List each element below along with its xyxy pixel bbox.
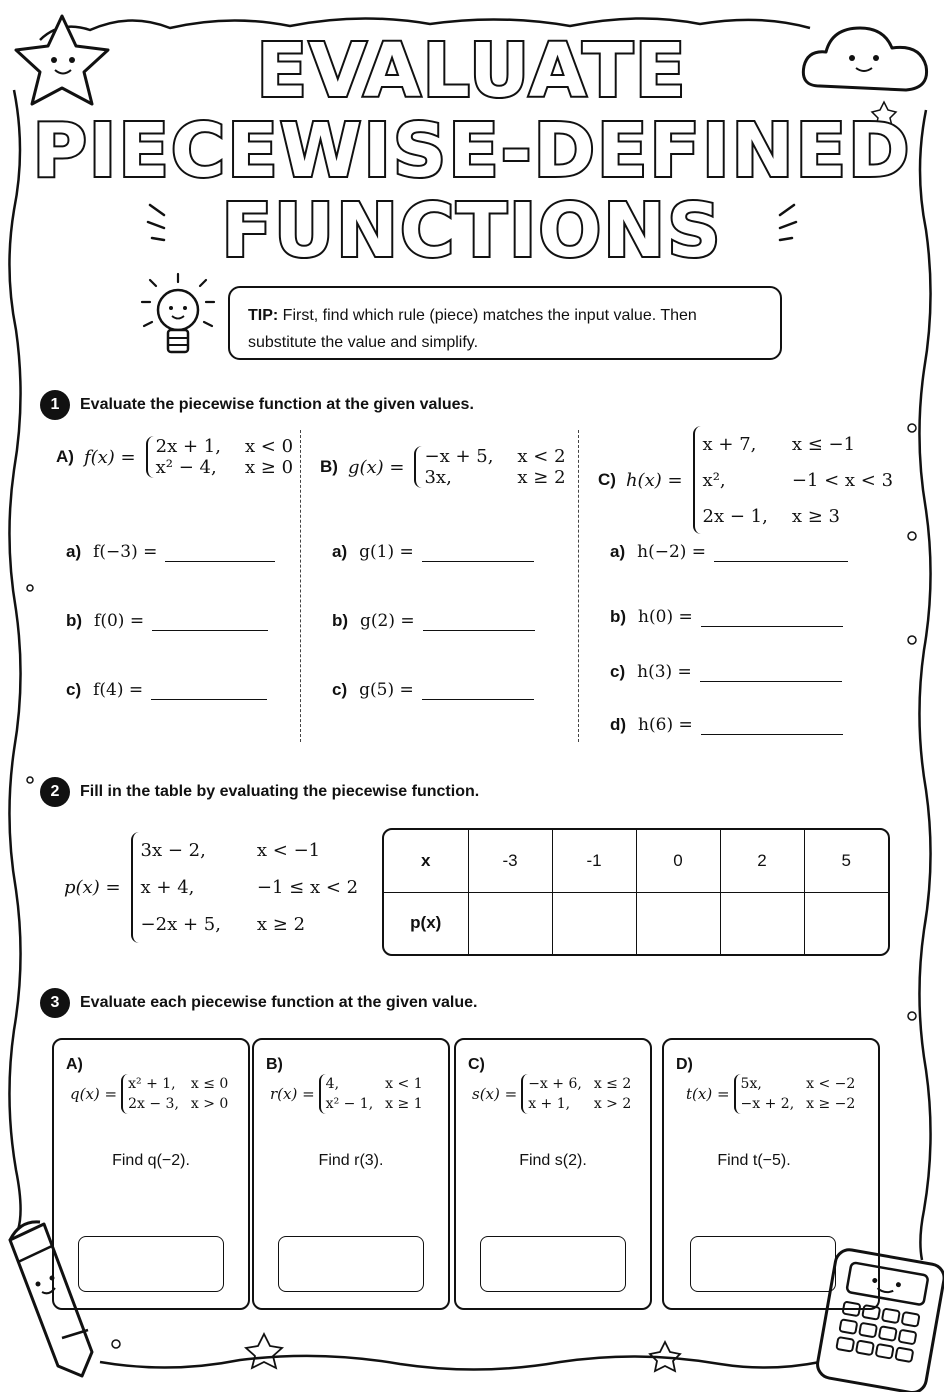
piece-expr: 5x, — [740, 1076, 762, 1092]
section-2-title: Fill in the table by evaluating the piecewise function. — [80, 783, 480, 800]
card-find-text: Find q(−2). — [112, 1152, 190, 1169]
function-t-pieces — [734, 1074, 860, 1114]
question-label: b) — [610, 607, 627, 626]
table-cell-answer[interactable] — [720, 892, 804, 954]
question-label: b) — [332, 611, 349, 630]
card-t — [662, 1038, 880, 1310]
table-cell-x: 0 — [636, 830, 720, 892]
values-table — [382, 828, 890, 956]
card-label: B) — [266, 1056, 283, 1073]
answer-line[interactable] — [701, 608, 843, 627]
table-row — [384, 830, 888, 892]
question-label: d) — [610, 715, 627, 734]
piece-expr: 2x + 1, — [155, 436, 221, 457]
tip-text — [248, 302, 768, 356]
piece-expr: x + 1, — [528, 1096, 571, 1112]
question-h-a — [610, 542, 848, 562]
piece-expr: −2x + 5, — [140, 914, 221, 935]
section-1-title: Evaluate the piecewise function at the given values. — [80, 396, 474, 413]
piece-expr: −x + 5, — [424, 446, 494, 467]
title-line-3: FUNCTIONS — [221, 188, 723, 274]
piece-expr: x + 7, — [702, 433, 757, 455]
function-s-pieces — [521, 1074, 635, 1114]
piece-cond: x < 0 — [244, 436, 294, 457]
question-text: h(−2) = — [637, 542, 707, 562]
answer-line[interactable] — [701, 716, 843, 735]
piece-cond: x ≤ −1 — [791, 433, 856, 455]
piece-expr: 3x − 2, — [140, 840, 206, 861]
function-g-name: g(x) = — [347, 456, 405, 478]
problem-b-label: B) — [320, 457, 338, 476]
tip-box — [228, 286, 782, 360]
question-f-b — [66, 611, 268, 631]
card-find-text: Find r(3). — [318, 1152, 384, 1169]
section-3-number: 3 — [40, 988, 70, 1018]
answer-line[interactable] — [422, 681, 534, 700]
table-cell-x: -1 — [552, 830, 636, 892]
answer-line[interactable] — [422, 543, 534, 562]
question-label: a) — [610, 542, 626, 561]
answer-line[interactable] — [151, 681, 267, 700]
piece-expr: −x + 2, — [740, 1096, 795, 1112]
piece-cond: x > 2 — [593, 1096, 632, 1112]
function-h-definition — [598, 426, 899, 534]
function-f-name: f(x) = — [83, 446, 136, 468]
piece-cond: x < 1 — [385, 1076, 423, 1092]
function-h-name: h(x) = — [625, 469, 683, 491]
piece-expr: x² − 4, — [155, 457, 217, 478]
card-label: D) — [676, 1056, 693, 1073]
title-line-1: EVALUATE — [256, 28, 688, 114]
table-header-x: x — [384, 830, 468, 892]
piece-cond: x ≤ 2 — [593, 1076, 632, 1092]
piece-expr: x + 4, — [140, 877, 195, 898]
column-divider — [300, 430, 301, 742]
function-p-name: p(x) = — [64, 877, 121, 898]
answer-line[interactable] — [165, 543, 275, 562]
answer-box[interactable] — [78, 1236, 224, 1292]
card-label: C) — [468, 1056, 485, 1073]
answer-line[interactable] — [152, 612, 268, 631]
piece-expr: x², — [702, 469, 726, 491]
question-text: f(4) = — [93, 680, 144, 700]
piece-cond: x ≥ 0 — [244, 457, 294, 478]
piece-cond: −1 < x < 3 — [791, 469, 894, 491]
question-text: h(0) = — [638, 607, 693, 627]
function-q-pieces — [121, 1074, 232, 1114]
card-find-text: Find s(2). — [519, 1152, 587, 1169]
problem-a-label: A) — [56, 447, 74, 466]
card-s — [454, 1038, 652, 1310]
table-cell-x: 5 — [804, 830, 888, 892]
piece-cond: x < −1 — [256, 840, 321, 861]
piece-cond: x ≥ 3 — [791, 505, 840, 527]
question-label: a) — [66, 542, 82, 561]
piece-cond: −1 ≤ x < 2 — [256, 877, 359, 898]
question-text: f(−3) = — [93, 542, 158, 562]
answer-line[interactable] — [714, 543, 848, 562]
question-text: f(0) = — [94, 611, 145, 631]
piece-expr: x² − 1, — [325, 1096, 374, 1112]
tip-body: First, find which rule (piece) matches the input value. Then substitute the value and simplify. — [248, 307, 697, 351]
question-text: g(1) = — [359, 542, 414, 562]
piece-cond: x ≥ −2 — [806, 1096, 856, 1112]
function-q-definition — [70, 1074, 232, 1114]
table-cell-answer[interactable] — [552, 892, 636, 954]
piece-cond: x ≥ 1 — [385, 1096, 423, 1112]
card-q — [52, 1038, 250, 1310]
question-label: a) — [332, 542, 348, 561]
function-r-name: r(x) = — [270, 1085, 315, 1103]
section-3-title: Evaluate each piecewise function at the given value. — [80, 994, 478, 1011]
card-label: A) — [66, 1056, 83, 1073]
table-header-px: p(x) — [384, 892, 468, 954]
question-label: c) — [610, 662, 626, 681]
question-f-c — [66, 680, 267, 700]
piece-cond: x > 0 — [190, 1096, 229, 1112]
function-p-definition — [64, 832, 364, 943]
function-s-name: s(x) = — [472, 1085, 518, 1103]
section-1-number: 1 — [40, 390, 70, 420]
table-cell-answer[interactable] — [636, 892, 720, 954]
question-label: c) — [332, 680, 348, 699]
piece-expr: x² + 1, — [128, 1076, 176, 1092]
question-f-a — [66, 542, 275, 562]
card-r — [252, 1038, 450, 1310]
function-g-definition — [320, 446, 572, 488]
piece-cond: x ≥ 2 — [256, 914, 306, 935]
card-find-text: Find t(−5). — [717, 1152, 791, 1169]
answer-box[interactable] — [690, 1236, 836, 1292]
function-f-pieces — [146, 436, 299, 478]
function-h-pieces — [693, 426, 900, 534]
piece-cond: x ≤ 0 — [190, 1076, 229, 1092]
answer-box[interactable] — [480, 1236, 626, 1292]
piece-expr: 4, — [325, 1076, 340, 1092]
problem-c-label: C) — [598, 470, 616, 489]
question-text: g(5) = — [359, 680, 414, 700]
function-q-name: q(x) = — [70, 1085, 118, 1103]
table-cell-answer[interactable] — [804, 892, 888, 954]
piece-expr: −x + 6, — [528, 1076, 582, 1092]
piece-expr: 2x − 3, — [128, 1096, 179, 1112]
piece-expr: 3x, — [424, 467, 452, 488]
section-2-number: 2 — [40, 777, 70, 807]
question-text: h(3) = — [637, 662, 692, 682]
piece-expr: 2x − 1, — [702, 505, 768, 527]
question-h-d — [610, 715, 843, 735]
piece-cond: x ≥ 2 — [517, 467, 566, 488]
piece-cond: x < −2 — [806, 1076, 856, 1092]
answer-box[interactable] — [278, 1236, 424, 1292]
function-t-name: t(x) = — [686, 1085, 730, 1103]
column-divider — [578, 430, 579, 742]
answer-line[interactable] — [423, 612, 535, 631]
question-label: b) — [66, 611, 83, 630]
title-line-2: PIECEWISE-DEFINED — [32, 108, 912, 194]
question-h-c — [610, 662, 842, 682]
question-text: h(6) = — [638, 715, 693, 735]
question-g-a — [332, 542, 534, 562]
question-text: g(2) = — [360, 611, 415, 631]
piece-cond: x < 2 — [517, 446, 566, 467]
function-f-definition — [56, 436, 299, 478]
function-t-definition — [686, 1074, 859, 1114]
function-r-definition — [270, 1074, 427, 1114]
question-label: c) — [66, 680, 82, 699]
table-cell-x: -3 — [468, 830, 552, 892]
table-row — [384, 892, 888, 954]
tip-label: TIP: — [248, 307, 279, 324]
table-cell-x: 2 — [720, 830, 804, 892]
question-g-c — [332, 680, 534, 700]
question-g-b — [332, 611, 535, 631]
function-g-pieces — [414, 446, 571, 488]
question-h-b — [610, 607, 843, 627]
table-cell-answer[interactable] — [468, 892, 552, 954]
function-r-pieces — [319, 1074, 427, 1114]
function-s-definition — [472, 1074, 635, 1114]
function-p-pieces — [131, 832, 365, 943]
answer-line[interactable] — [700, 663, 842, 682]
lightbulb-icon — [142, 274, 214, 352]
